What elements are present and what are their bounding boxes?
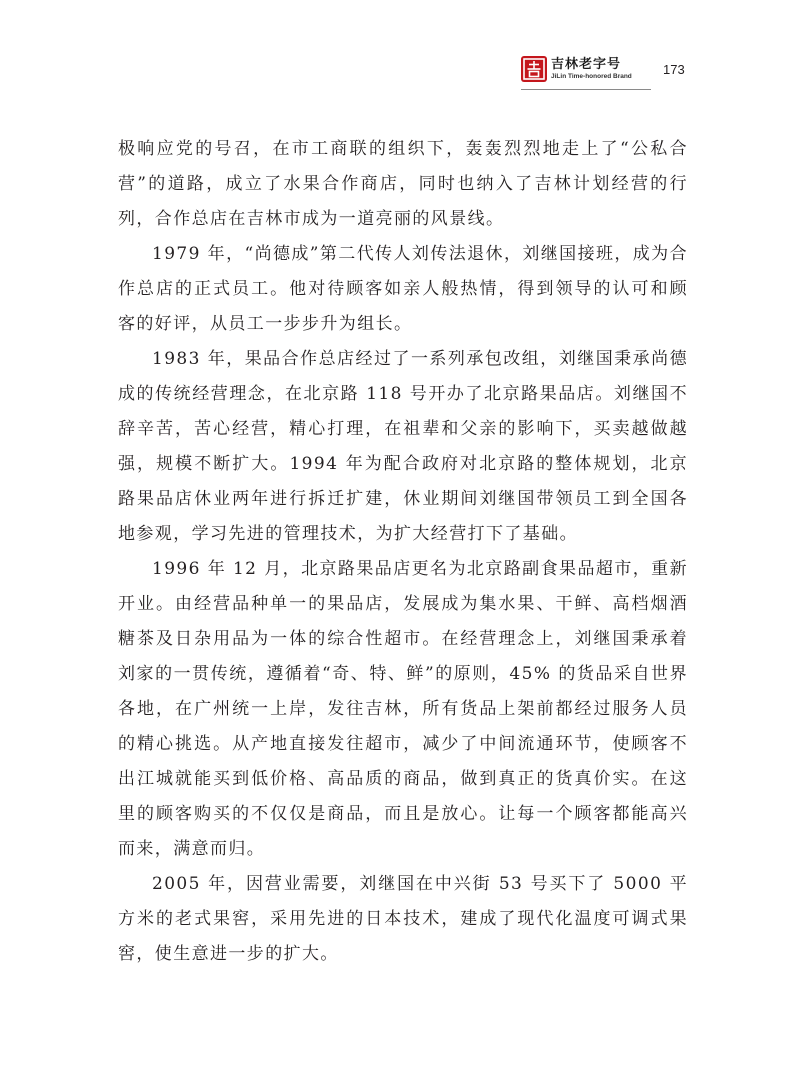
page-number: 173 <box>663 62 685 77</box>
paragraph-3: 1983 年，果品合作总店经过了一系列承包改组，刘继国秉承尚德成的传统经营理念，在北京路 118 号开办了北京路果品店。刘继国不辞辛苦，苦心经营，精心打理，在祖辈和父亲的影响下，买卖越做越强，规模不断扩大。1994 年为配合政府对北京路的整体规划，北京路果品店休业两年进行拆迁扩建，休业期间刘继国带领员工到全国各地参观，学习先进的管理技术，为扩大经营打下了基础。 <box>118 349 688 544</box>
paragraph-4: 1996 年 12 月，北京路果品店更名为北京路副食果品超市，重新开业。由经营品种单一的果品店，发展成为集水果、干鲜、高档烟酒糖茶及日杂用品为一体的综合性超市。在经营理念上，刘继国秉承着刘家的一贯传统，遵循着“奇、特、鲜”的原则，45% 的货品采自世界各地，在广州统一上岸，发往吉林，所有货品上架前都经过服务人员的精心挑选。从产地直接发往超市，减少了中间流通环节，使顾客不出江城就能买到低价格、高品质的商品，做到真正的货真价实。在这里的顾客购买的不仅仅是商品，而且是放心。让每一个顾客都能高兴而来，满意而归。 <box>118 559 688 859</box>
paragraph-2: 1979 年，“尚德成”第二代传人刘传法退休，刘继国接班，成为合作总店的正式员工。他对待顾客如亲人般热情，得到领导的认可和顾客的好评，从员工一步步升为组长。 <box>118 244 688 334</box>
page-header <box>521 56 761 86</box>
body-text <box>118 132 688 972</box>
brand-name-chinese: 吉林老字号 <box>551 57 622 72</box>
paragraph-1: 极响应党的号召，在市工商联的组织下，轰轰烈烈地走上了“公私合营”的道路，成立了水果合作商店，同时也纳入了吉林计划经营的行列，合作总店在吉林市成为一道亮丽的风景线。 <box>118 139 688 229</box>
seal-logo-icon <box>521 56 547 82</box>
brand-name-english: JiLin Time-honored Brand <box>551 73 632 80</box>
header-divider <box>521 89 651 90</box>
paragraph-5: 2005 年，因营业需要，刘继国在中兴街 53 号买下了 5000 平方米的老式果窖，采用先进的日本技术，建成了现代化温度可调式果窖，使生意进一步的扩大。 <box>118 874 688 964</box>
brand-text <box>551 57 632 81</box>
